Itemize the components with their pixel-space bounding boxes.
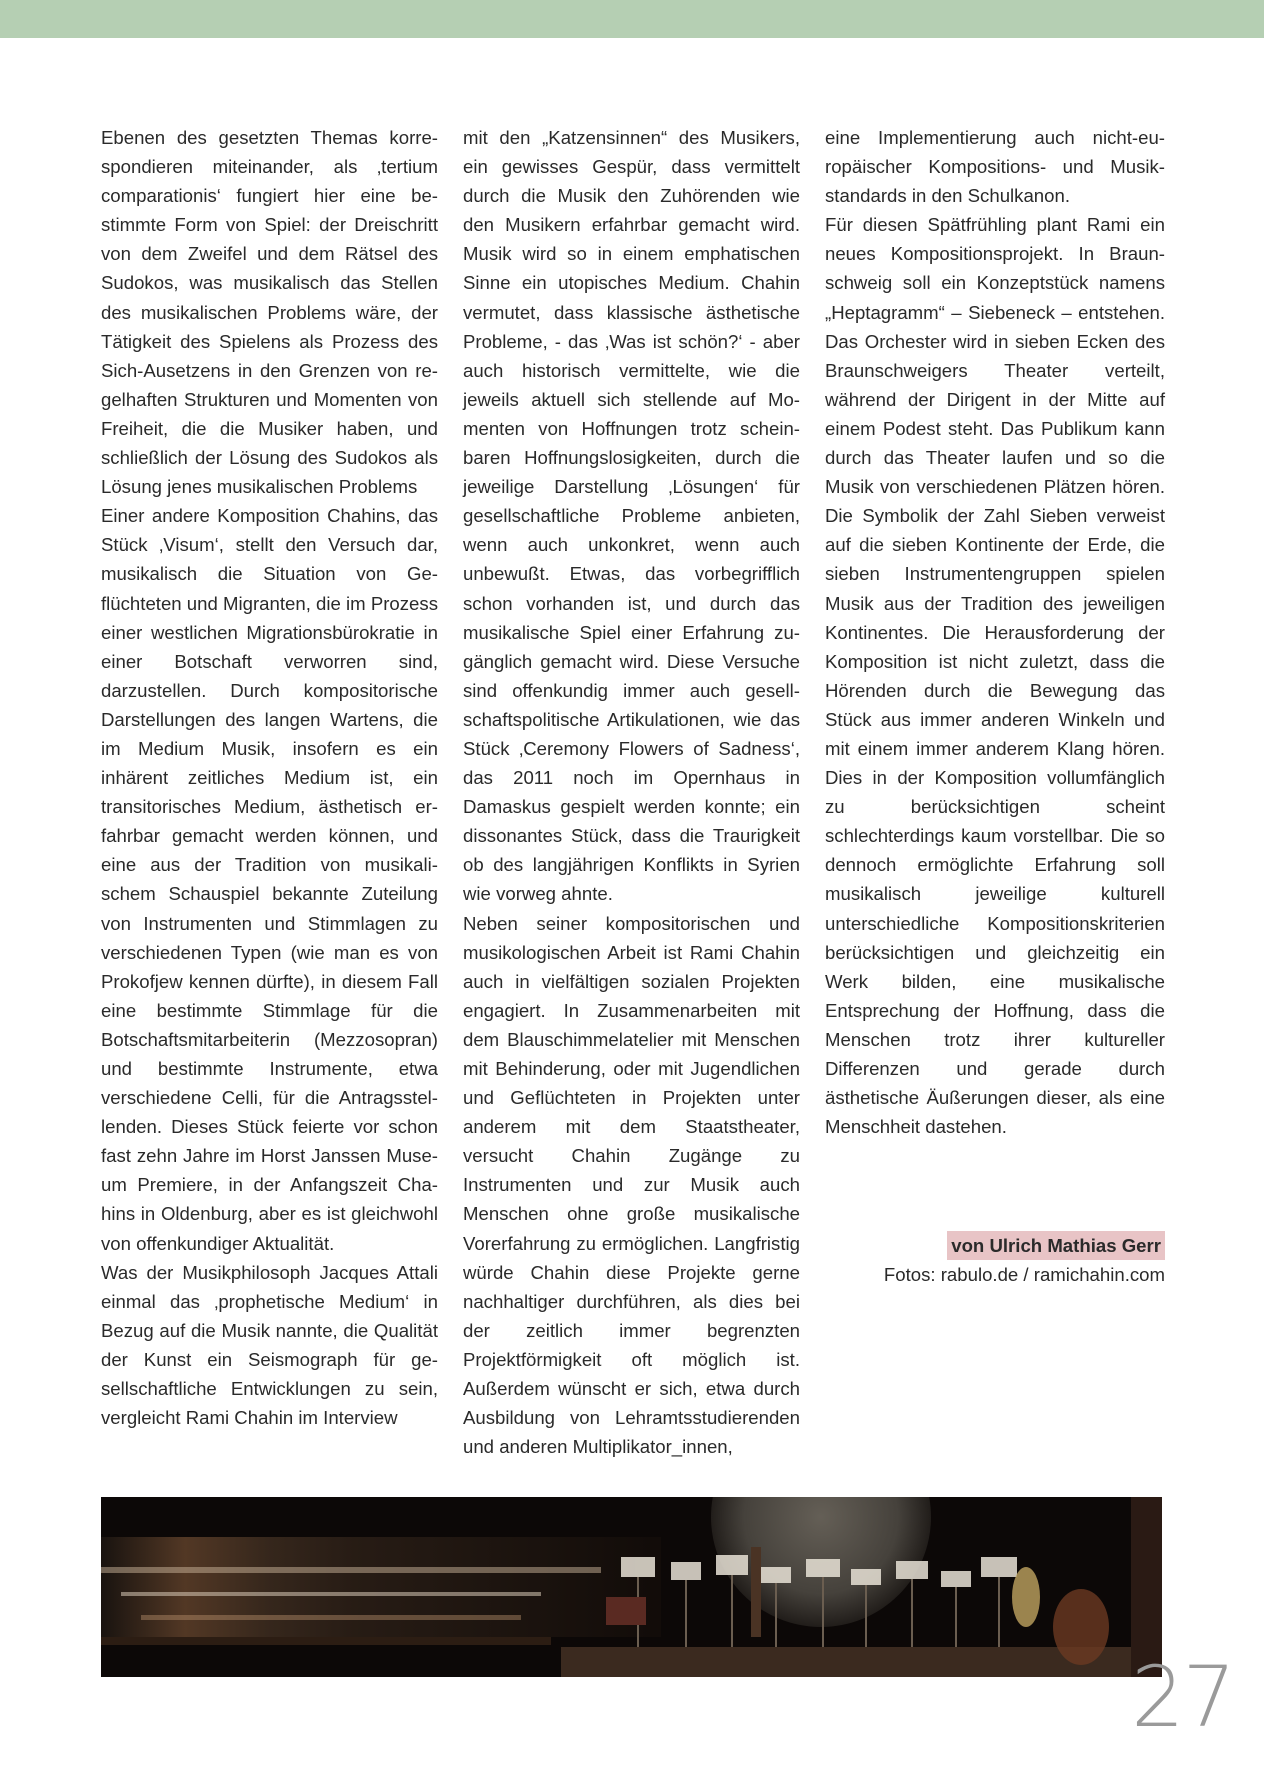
paragraph: Ebenen des gesetzten Themas korrespondieren miteinander, als ‚tertium comparationis‘ fungiert hier eine bestimmte Form von Spiel: der Dreischritt von dem Zweifel und dem Rätsel des Sudokos, was musikalisch das Stellen des musikalischen Problems wäre, der Tätigkeit des Spielens als Prozess des Sich-Ausetzens in den Grenzen von regelhaften Strukturen und Momenten von Freiheit, die die Musiker haben, und schließlich der Lösung des Sudokos als Lösung jenes musikalischen Problems — [101, 127, 438, 498]
top-color-band — [0, 0, 1264, 38]
text-column-2 — [463, 123, 800, 1461]
text-column-1 — [101, 123, 438, 1432]
author-byline: von Ulrich Mathias Gerr — [947, 1231, 1165, 1260]
text-column-3 — [825, 123, 1165, 1141]
photo-credit: Fotos: rabulo.de / ramichahin.com — [883, 1264, 1165, 1285]
paragraph: Für diesen Spätfrühling plant Rami ein neues Kompositionsprojekt. In Braunschweig soll ein Konzeptstück namens „Heptagramm“ – Siebeneck – entstehen. Das Orchester wird in sieben Ecken des Braunschweigers Theater verteilt, während der Dirigent in der Mitte auf einem Podest steht. Das Publikum kann durch das Theater laufen und so die Musik von verschiedenen Plätzen hören. Die Symbolik der Zahl Sieben verweist auf die sieben Kontinente der Erde, die sieben Instrumentengruppen spielen Musik aus der Tradition des jeweiligen Kontinentes. Die Herausforderung der Komposition ist nicht zuletzt, dass die Hörenden durch die Bewegung das Stück aus immer anderen Winkeln und mit einem immer anderem Klang hören. Dies in der Komposition vollumfänglich zu berücksichtigen scheint schlechterdings kaum vorstellbar. Die so dennoch ermöglichte Erfahrung soll musikalisch jeweilige kulturell unterschiedliche Kompositionskriterien berücksichtigen und gleichzeitig ein Werk bilden, eine musikalische Entsprechung der Hoffnung, dass die Menschen trotz ihrer kultureller Differenzen und gerade durch ästhetische Äußerungen dieser, als eine Menschheit dastehen. — [825, 214, 1165, 1138]
article-credits — [825, 1231, 1165, 1289]
paragraph: Einer andere Komposition Chahins, das Stück ‚Visum‘, stellt den Versuch dar, musikalisch die Situation von Geflüchteten und Migranten, die im Prozess einer westlichen Migrationsbürokratie in einer Botschaft verworren sind, darzustellen. Durch kompositorische Darstellungen des langen Wartens, die im Medium Musik, insofern es ein inhärent zeitliches Medium ist, ein transitorisches Medium, ästhetisch erfahrbar gemacht werden können, und eine aus der Tradition von musikalischem Schauspiel bekannte Zuteilung von Instrumenten und Stimmlagen zu verschiedenen Typen (wie man es von Prokofjew kennen dürfte), in diesem Fall eine bestimmte Stimmlage für die Botschaftsmitarbeiterin (Mezzosopran) und bestimmte Instrumente, etwa verschiedene Celli, für die Antragsstellenden. Dieses Stück feierte vor schon fast zehn Jahre im Horst Janssen Museum Premiere, in der Anfangszeit Chahins in Oldenburg, aber es ist gleichwohl von offenkundiger Aktualität. — [101, 505, 438, 1254]
stage-image — [101, 1497, 1162, 1677]
orchestra-stage-photo — [101, 1497, 1162, 1677]
paragraph: Neben seiner kompositorischen und musikologischen Arbeit ist Rami Chahin auch in vielfältigen sozialen Projekten engagiert. In Zusammenarbeiten mit dem Blauschimmelatelier mit Menschen mit Behinderung, oder mit Jugendlichen und Geflüchteten in Projekten unter anderem mit dem Staatstheater, versucht Chahin Zugänge zu Instrumenten und zur Musik auch Menschen ohne große musikalische Vorerfahrung zu ermöglichen. Langfristig würde Chahin diese Projekte gerne nachhaltiger durchführen, als dies bei der zeitlich immer begrenzten Projektförmigkeit oft möglich ist. Außerdem wünscht er sich, etwa durch Ausbildung von Lehramtsstudierenden und anderen Multiplikator_innen, — [463, 912, 800, 1458]
paragraph: eine Implementierung auch nicht-europäischer Kompositions- und Musikstandards in den Schulkanon. — [825, 127, 1165, 207]
paragraph: mit den „Katzensinnen“ des Musikers, ein gewisses Gespür, dass vermittelt durch die Musik den Zuhörenden wie den Musikern erfahrbar gemacht wird. Musik wird so in einem emphatischen Sinne ein utopisches Medium. Chahin vermutet, dass klassische ästhetische Probleme, - das ‚Was ist schön?‘ - aber auch historisch vermittelte, wie die jeweils aktuell sich stellende auf Momenten von Hoffnungen trotz scheinbaren Hoffnungslosigkeiten, durch die jeweilige Darstellung ‚Lösungen‘ für gesellschaftliche Probleme anbieten, wenn auch unkonkret, wenn auch unbewußt. Etwas, das vorbegrifflich schon vorhanden ist, und durch das musikalische Spiel einer Erfahrung zugänglich gemacht wird. Diese Versuche sind offenkundig immer auch gesellschaftspolitische Artikulationen, wie das Stück ‚Ceremony Flowers of Sadness‘, das 2011 noch im Opernhaus in Damaskus gespielt werden konnte; ein dissonantes Stück, dass die Traurigkeit ob des langjährigen Konflikts in Syrien wie vorweg ahnte. — [463, 127, 800, 905]
page-number: 27 — [1131, 1648, 1234, 1746]
paragraph: Was der Musikphilosoph Jacques Attali einmal das ‚prophetische Medium‘ in Bezug auf die Musik nannte, die Qualität der Kunst ein Seismograph für gesellschaftliche Entwicklungen zu sein, vergleicht Rami Chahin im Interview — [101, 1261, 438, 1429]
